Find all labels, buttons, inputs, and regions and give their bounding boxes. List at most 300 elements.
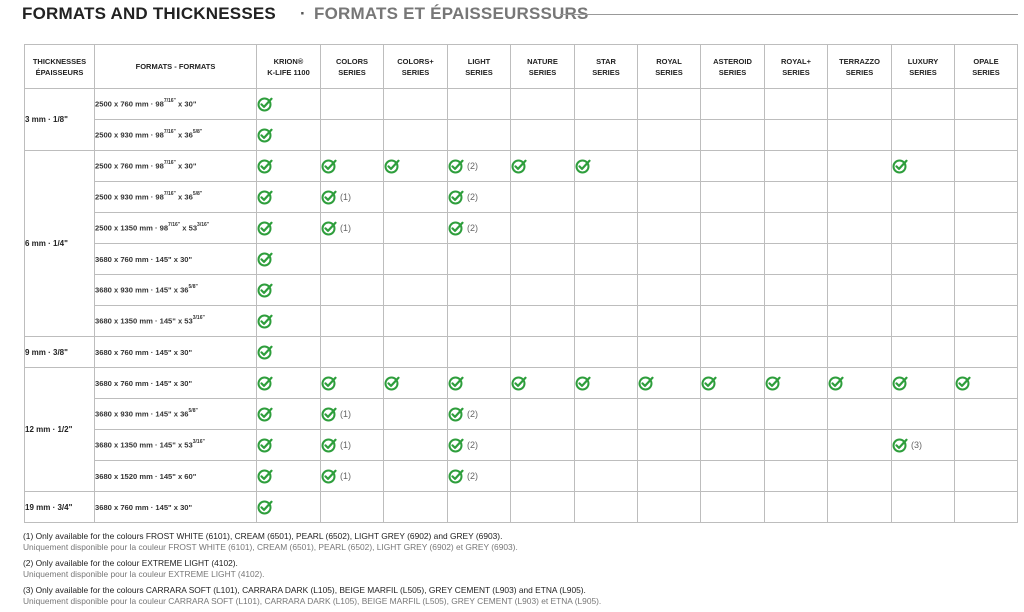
availability-cell xyxy=(828,120,892,151)
header-formats: FORMATS - FORMATS xyxy=(95,45,257,89)
availability-cell xyxy=(955,275,1018,306)
format-cell xyxy=(95,399,257,430)
availability-cell xyxy=(511,275,575,306)
header-series xyxy=(321,45,384,89)
check-circle-icon xyxy=(257,96,273,112)
availability-cell xyxy=(511,89,575,120)
availability-cell xyxy=(448,399,511,430)
availability-cell xyxy=(321,120,384,151)
availability-cell xyxy=(701,120,765,151)
check-circle-icon xyxy=(257,251,273,267)
header-series-sub: K-LIFE 1100 xyxy=(267,67,310,77)
header-series xyxy=(955,45,1018,89)
availability-cell xyxy=(765,182,828,213)
format-cell xyxy=(95,151,257,182)
title-rule xyxy=(560,14,1018,15)
format-fraction: 5/8" xyxy=(188,408,198,415)
availability-cell xyxy=(384,399,448,430)
check-circle-icon xyxy=(448,158,464,174)
check-circle-icon xyxy=(955,375,971,391)
format-text-tail: x 53 xyxy=(180,223,198,233)
availability-cell xyxy=(384,120,448,151)
table-row xyxy=(25,244,1018,275)
availability-cell xyxy=(955,182,1018,213)
availability-cell xyxy=(511,492,575,523)
availability-cell xyxy=(575,492,638,523)
format-cell xyxy=(95,244,257,275)
availability-cell xyxy=(828,337,892,368)
availability-cell xyxy=(701,306,765,337)
availability-cell xyxy=(384,306,448,337)
footnote-ref: (1) xyxy=(340,439,351,450)
availability-cell xyxy=(765,368,828,399)
format-text: 2500 x 930 mm · 98 xyxy=(95,192,164,202)
availability-cell xyxy=(701,213,765,244)
availability-cell xyxy=(765,399,828,430)
header-series xyxy=(448,45,511,89)
format-cell xyxy=(95,430,257,461)
availability-cell xyxy=(511,244,575,275)
availability-cell xyxy=(892,120,955,151)
footnote-en: (3) Only available for the colours CARRARA SOFT (L101), CARRARA DARK (L105), BEIGE MARFIL (L505), GREY CEMENT (L903) and ETNA (L905). xyxy=(23,585,586,595)
availability-cell xyxy=(257,430,321,461)
check-circle-icon xyxy=(511,375,527,391)
availability-cell xyxy=(321,182,384,213)
check-circle-icon xyxy=(321,437,337,453)
table-row xyxy=(25,368,1018,399)
header-series-name: LIGHT xyxy=(467,56,491,66)
availability-cell xyxy=(638,89,701,120)
format-text: 3680 x 1520 mm · 145" x 60" xyxy=(95,471,197,481)
availability-cell xyxy=(892,213,955,244)
availability-cell xyxy=(448,306,511,337)
availability-cell xyxy=(321,461,384,492)
availability-cell xyxy=(575,120,638,151)
availability-cell xyxy=(257,399,321,430)
check-circle-icon xyxy=(321,406,337,422)
availability-cell xyxy=(448,182,511,213)
check-circle-icon xyxy=(701,375,717,391)
availability-cell xyxy=(638,461,701,492)
availability-cell xyxy=(892,151,955,182)
format-cell xyxy=(95,337,257,368)
header-series-name: NATURE xyxy=(527,56,558,66)
formats-table xyxy=(24,44,1018,523)
header-series-sub: SERIES xyxy=(972,67,1000,77)
availability-cell xyxy=(575,213,638,244)
availability-cell xyxy=(257,182,321,213)
availability-cell xyxy=(511,337,575,368)
availability-cell xyxy=(638,306,701,337)
availability-cell xyxy=(321,368,384,399)
table-row xyxy=(25,151,1018,182)
availability-cell xyxy=(384,275,448,306)
format-text: 3680 x 760 mm · 145" x 30" xyxy=(95,347,193,357)
availability-cell xyxy=(765,492,828,523)
availability-cell xyxy=(511,120,575,151)
availability-cell xyxy=(257,492,321,523)
header-series-sub: SERIES xyxy=(909,67,937,77)
format-text: 2500 x 760 mm · 98 xyxy=(95,99,164,109)
availability-cell xyxy=(384,368,448,399)
format-fraction: 7/16" xyxy=(163,191,176,198)
availability-cell xyxy=(828,182,892,213)
format-text: 2500 x 930 mm · 98 xyxy=(95,130,164,140)
format-text-tail: x 36 xyxy=(175,130,193,140)
check-circle-icon xyxy=(828,375,844,391)
availability-cell xyxy=(257,275,321,306)
availability-cell xyxy=(701,275,765,306)
availability-cell xyxy=(448,120,511,151)
check-circle-icon xyxy=(892,375,908,391)
availability-cell xyxy=(892,399,955,430)
availability-cell xyxy=(638,120,701,151)
availability-cell xyxy=(511,461,575,492)
header-series-sub: SERIES xyxy=(845,67,874,77)
availability-cell xyxy=(384,89,448,120)
header-series-name: LUXURY xyxy=(907,56,939,66)
format-cell xyxy=(95,213,257,244)
availability-cell xyxy=(638,244,701,275)
table-row xyxy=(25,213,1018,244)
availability-cell xyxy=(257,151,321,182)
availability-cell xyxy=(955,120,1018,151)
availability-cell xyxy=(638,430,701,461)
availability-cell xyxy=(575,244,638,275)
availability-cell xyxy=(511,151,575,182)
availability-cell xyxy=(257,213,321,244)
availability-cell xyxy=(638,368,701,399)
availability-cell xyxy=(701,461,765,492)
format-text-tail: x 30" xyxy=(175,161,197,171)
header-series xyxy=(701,45,765,89)
check-circle-icon xyxy=(448,220,464,236)
footnote-en: (2) Only available for the colour EXTREME LIGHT (4102). xyxy=(23,558,238,568)
availability-cell xyxy=(384,430,448,461)
availability-cell xyxy=(448,461,511,492)
table-row xyxy=(25,120,1018,151)
header-thickness-en: THICKNESSES xyxy=(32,56,87,66)
header-series-sub: SERIES xyxy=(782,67,810,77)
availability-cell xyxy=(448,275,511,306)
availability-cell xyxy=(892,244,955,275)
availability-cell xyxy=(765,306,828,337)
header-series-name: ROYAL xyxy=(656,56,682,66)
header-thickness xyxy=(25,45,95,89)
table-row xyxy=(25,337,1018,368)
availability-cell xyxy=(955,89,1018,120)
availability-cell xyxy=(892,492,955,523)
title-separator: · xyxy=(300,4,306,23)
availability-cell xyxy=(701,492,765,523)
availability-cell xyxy=(575,306,638,337)
availability-cell xyxy=(828,368,892,399)
header-series-name: KRION® xyxy=(273,56,304,66)
thickness-cell: 6 mm · 1/4" xyxy=(25,151,95,337)
check-circle-icon xyxy=(448,437,464,453)
availability-cell xyxy=(955,213,1018,244)
availability-cell xyxy=(575,182,638,213)
format-fraction: 5/8" xyxy=(192,191,203,198)
availability-cell xyxy=(828,461,892,492)
availability-cell xyxy=(257,89,321,120)
footnote-ref: (2) xyxy=(467,408,478,419)
check-circle-icon xyxy=(384,375,400,391)
availability-cell xyxy=(765,89,828,120)
footnotes xyxy=(23,531,1003,612)
format-text: 2500 x 760 mm · 98 xyxy=(95,161,164,171)
format-text: 3680 x 760 mm · 145" x 30" xyxy=(95,502,193,512)
footnote-ref: (2) xyxy=(467,160,478,171)
availability-cell xyxy=(701,244,765,275)
availability-cell xyxy=(321,306,384,337)
check-circle-icon xyxy=(384,158,400,174)
availability-cell xyxy=(765,244,828,275)
check-circle-icon xyxy=(257,468,273,484)
availability-cell xyxy=(448,368,511,399)
header-series-name: ROYAL+ xyxy=(781,56,811,66)
availability-cell xyxy=(828,430,892,461)
availability-cell xyxy=(384,337,448,368)
availability-cell xyxy=(892,461,955,492)
availability-cell xyxy=(765,275,828,306)
table-row xyxy=(25,492,1018,523)
table-body xyxy=(25,89,1018,523)
format-fraction: 5/8" xyxy=(188,284,198,291)
format-fraction: 3/16" xyxy=(192,315,205,322)
availability-cell xyxy=(955,151,1018,182)
availability-cell xyxy=(511,306,575,337)
availability-cell xyxy=(701,430,765,461)
availability-cell xyxy=(892,430,955,461)
check-circle-icon xyxy=(448,375,464,391)
availability-cell xyxy=(257,120,321,151)
availability-cell xyxy=(321,89,384,120)
format-cell xyxy=(95,89,257,120)
header-series xyxy=(511,45,575,89)
check-circle-icon xyxy=(257,158,273,174)
availability-cell xyxy=(701,399,765,430)
availability-cell xyxy=(321,430,384,461)
header-series-sub: SERIES xyxy=(592,67,620,77)
availability-cell xyxy=(765,213,828,244)
availability-cell xyxy=(448,337,511,368)
availability-cell xyxy=(257,337,321,368)
availability-cell xyxy=(384,492,448,523)
availability-cell xyxy=(892,182,955,213)
availability-cell xyxy=(701,151,765,182)
table-row xyxy=(25,399,1018,430)
check-circle-icon xyxy=(257,313,273,329)
thickness-cell: 9 mm · 3/8" xyxy=(25,337,95,368)
availability-cell xyxy=(828,275,892,306)
check-circle-icon xyxy=(257,344,273,360)
header-series-name: TERRAZZO xyxy=(839,56,880,66)
availability-cell xyxy=(575,461,638,492)
header-series-sub: SERIES xyxy=(465,67,493,77)
availability-cell xyxy=(955,399,1018,430)
availability-cell xyxy=(321,399,384,430)
footnote-fr: Uniquement disponible pour la couleur FROST WHITE (6101), CREAM (6501), PEARL (6502), LIGHT GREY (6902) et GREY (6903). xyxy=(23,542,518,552)
availability-cell xyxy=(638,213,701,244)
availability-cell xyxy=(575,151,638,182)
check-circle-icon xyxy=(575,158,591,174)
footnote-ref: (3) xyxy=(911,439,922,450)
availability-cell xyxy=(575,368,638,399)
availability-cell xyxy=(955,337,1018,368)
availability-cell xyxy=(892,306,955,337)
check-circle-icon xyxy=(448,189,464,205)
header-series xyxy=(828,45,892,89)
header-series xyxy=(384,45,448,89)
format-text: 3680 x 1350 mm · 145" x 53 xyxy=(95,316,193,326)
format-cell xyxy=(95,120,257,151)
check-circle-icon xyxy=(321,468,337,484)
availability-cell xyxy=(701,368,765,399)
check-circle-icon xyxy=(321,189,337,205)
availability-cell xyxy=(448,213,511,244)
availability-cell xyxy=(321,275,384,306)
availability-cell xyxy=(955,244,1018,275)
format-cell xyxy=(95,275,257,306)
availability-cell xyxy=(828,244,892,275)
footnote-ref: (1) xyxy=(340,470,351,481)
check-circle-icon xyxy=(575,375,591,391)
availability-cell xyxy=(638,337,701,368)
check-circle-icon xyxy=(892,437,908,453)
availability-cell xyxy=(892,275,955,306)
availability-cell xyxy=(511,399,575,430)
availability-cell xyxy=(321,213,384,244)
availability-cell xyxy=(638,182,701,213)
footnote-ref: (1) xyxy=(340,222,351,233)
check-circle-icon xyxy=(257,282,273,298)
availability-cell xyxy=(384,213,448,244)
availability-cell xyxy=(511,368,575,399)
availability-cell xyxy=(575,89,638,120)
footnote-ref: (2) xyxy=(467,191,478,202)
format-text: 2500 x 1350 mm · 98 xyxy=(95,223,169,233)
format-text: 3680 x 930 mm · 145" x 36 xyxy=(95,285,189,295)
availability-cell xyxy=(321,337,384,368)
availability-cell xyxy=(828,399,892,430)
format-text: 3680 x 1350 mm · 145" x 53 xyxy=(95,440,193,450)
footnote-ref: (2) xyxy=(467,439,478,450)
check-circle-icon xyxy=(257,499,273,515)
table-row xyxy=(25,430,1018,461)
availability-cell xyxy=(384,151,448,182)
availability-cell xyxy=(828,306,892,337)
check-circle-icon xyxy=(448,406,464,422)
check-circle-icon xyxy=(638,375,654,391)
availability-cell xyxy=(892,368,955,399)
format-cell xyxy=(95,306,257,337)
thickness-cell: 19 mm · 3/4" xyxy=(25,492,95,523)
thickness-cell: 3 mm · 1/8" xyxy=(25,89,95,151)
header-thickness-fr: ÉPAISSEURS xyxy=(35,67,84,77)
format-fraction: 5/8" xyxy=(192,129,203,136)
header-series xyxy=(638,45,701,89)
header-series-sub: SERIES xyxy=(401,67,430,77)
check-circle-icon xyxy=(448,468,464,484)
footnote-fr: Uniquement disponible pour la couleur EXTREME LIGHT (4102). xyxy=(23,569,265,579)
check-circle-icon xyxy=(257,406,273,422)
format-fraction: 7/16" xyxy=(163,98,176,105)
availability-cell xyxy=(448,89,511,120)
header-series-sub: SERIES xyxy=(528,67,557,77)
page-header xyxy=(22,4,1018,24)
table-row xyxy=(25,182,1018,213)
availability-cell xyxy=(955,430,1018,461)
availability-cell xyxy=(448,151,511,182)
availability-cell xyxy=(257,244,321,275)
header-series-sub: SERIES xyxy=(718,67,747,77)
check-circle-icon xyxy=(257,220,273,236)
availability-cell xyxy=(828,213,892,244)
availability-cell xyxy=(701,182,765,213)
availability-cell xyxy=(384,461,448,492)
availability-cell xyxy=(384,244,448,275)
availability-cell xyxy=(892,337,955,368)
availability-cell xyxy=(321,151,384,182)
check-circle-icon xyxy=(321,375,337,391)
availability-cell xyxy=(575,399,638,430)
page-title: FORMATS AND THICKNESSES xyxy=(22,4,276,23)
footnote-ref: (1) xyxy=(340,191,351,202)
availability-cell xyxy=(955,461,1018,492)
availability-cell xyxy=(638,151,701,182)
format-cell xyxy=(95,368,257,399)
format-fraction: 7/16" xyxy=(163,129,176,136)
check-circle-icon xyxy=(321,220,337,236)
check-circle-icon xyxy=(257,437,273,453)
footnote xyxy=(23,531,1003,553)
table-row xyxy=(25,461,1018,492)
check-circle-icon xyxy=(511,158,527,174)
format-text: 3680 x 930 mm · 145" x 36 xyxy=(95,409,189,419)
thickness-cell: 12 mm · 1/2" xyxy=(25,368,95,492)
header-series-name: ASTEROID xyxy=(713,56,752,66)
availability-cell xyxy=(638,275,701,306)
check-circle-icon xyxy=(892,158,908,174)
availability-cell xyxy=(448,430,511,461)
check-circle-icon xyxy=(321,158,337,174)
footnote-fr: Uniquement disponible pour la couleur CARRARA SOFT (L101), CARRARA DARK (L105), BEIGE MARFIL (L505), GREY CEMENT (L903) et ETNA (L905). xyxy=(23,596,602,606)
availability-cell xyxy=(828,89,892,120)
format-text: 3680 x 760 mm · 145" x 30" xyxy=(95,378,193,388)
availability-cell xyxy=(448,244,511,275)
availability-cell xyxy=(257,368,321,399)
format-fraction: 7/16" xyxy=(168,222,181,229)
availability-cell xyxy=(765,430,828,461)
availability-cell xyxy=(257,461,321,492)
availability-cell xyxy=(765,337,828,368)
header-series-name: COLORS xyxy=(335,56,369,66)
footnote-ref: (1) xyxy=(340,408,351,419)
availability-cell xyxy=(448,492,511,523)
availability-cell xyxy=(765,120,828,151)
format-cell xyxy=(95,461,257,492)
availability-cell xyxy=(575,337,638,368)
check-circle-icon xyxy=(257,127,273,143)
availability-cell xyxy=(701,337,765,368)
format-cell xyxy=(95,182,257,213)
table-row xyxy=(25,89,1018,120)
availability-cell xyxy=(955,492,1018,523)
availability-cell xyxy=(575,430,638,461)
header-series-name: STAR xyxy=(596,56,616,66)
format-text-tail: x 30" xyxy=(175,99,197,109)
